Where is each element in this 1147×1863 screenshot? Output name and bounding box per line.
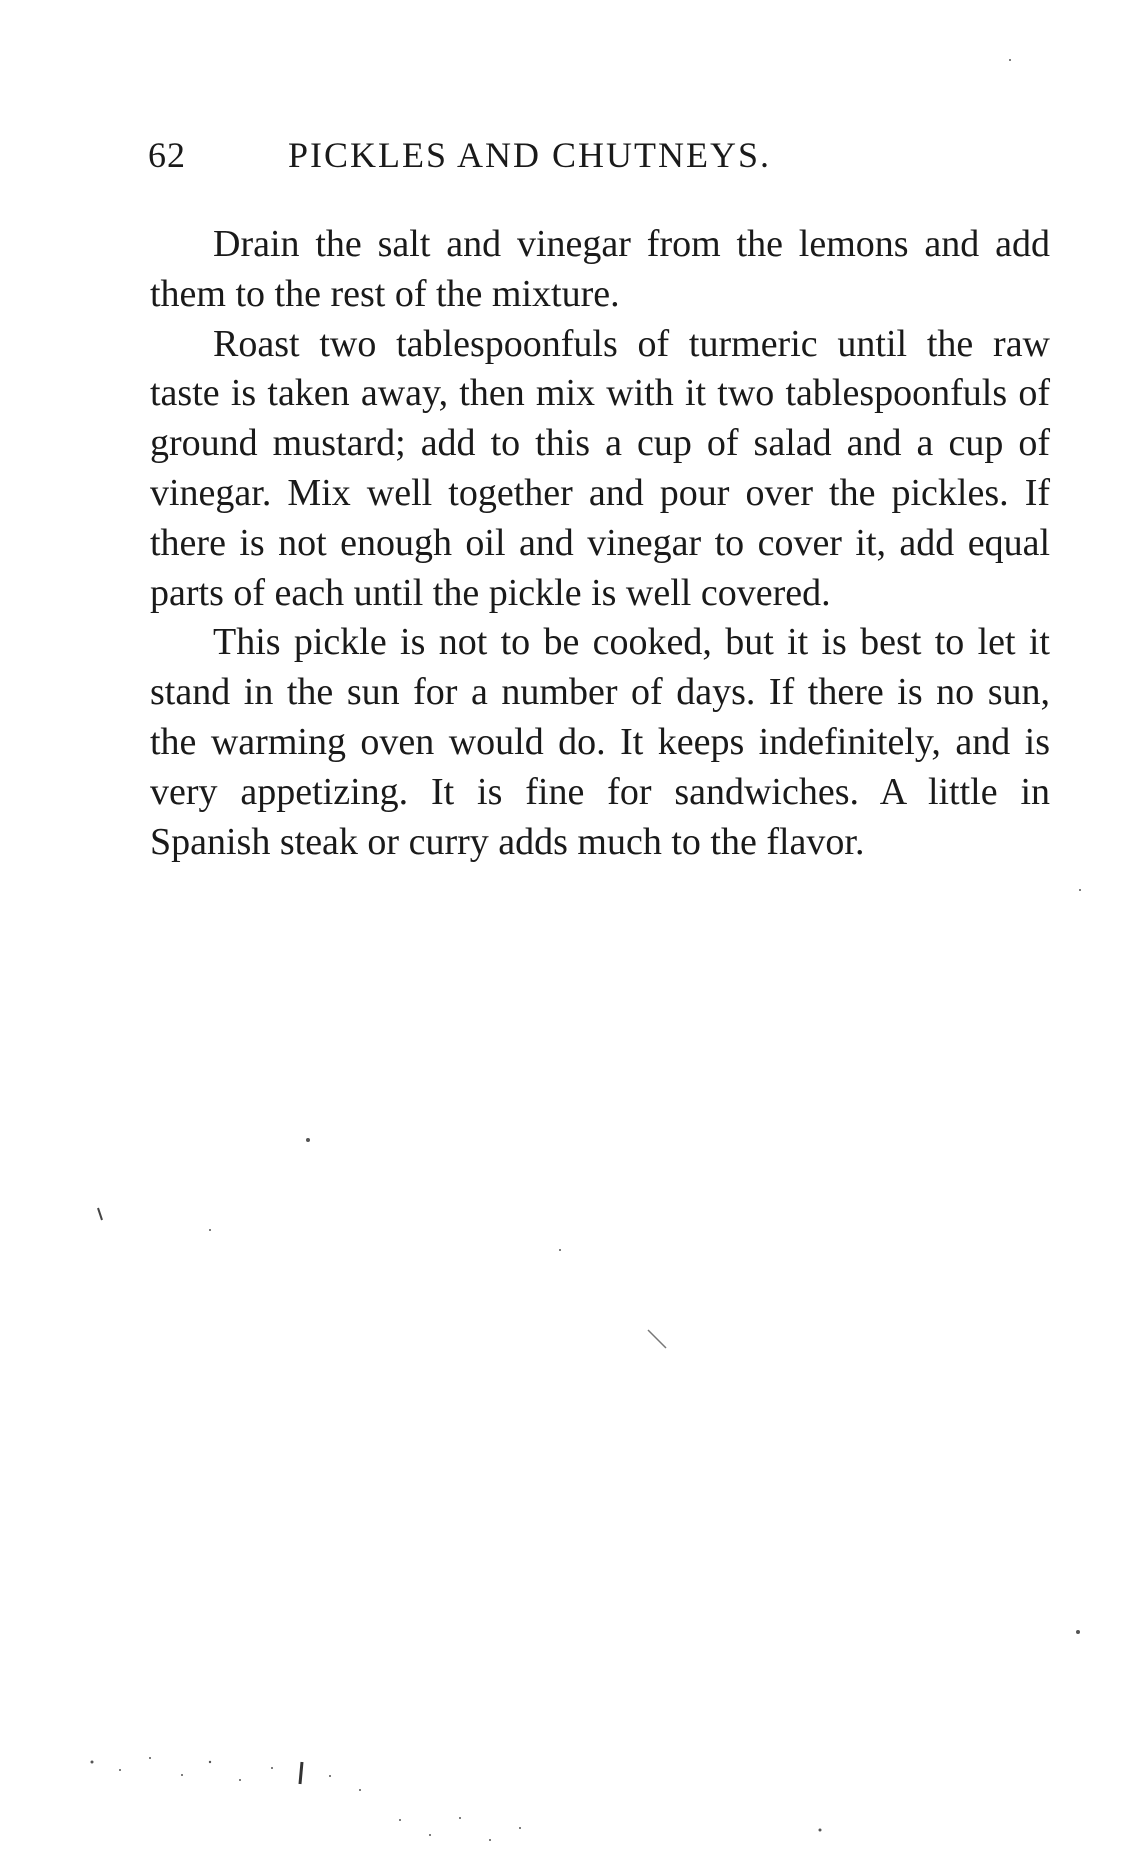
speck <box>239 1779 241 1781</box>
speck <box>98 1208 102 1220</box>
speck <box>1079 889 1081 891</box>
speck <box>429 1834 431 1836</box>
speck <box>359 1789 361 1791</box>
speck <box>489 1839 491 1841</box>
speck <box>119 1769 121 1771</box>
paragraph-drain-lemons: Drain the salt and vinegar from the lemons and add them to the rest of the mixture. <box>150 223 1050 315</box>
speck <box>459 1817 461 1819</box>
speck <box>329 1775 331 1777</box>
paragraph-roast-turmeric: Roast two tablespoonfuls of turmeric until the raw taste is taken away, then mix with it two tablespoonfuls of ground mustard; add to this a cup of salad and a cup of vinegar. Mix well together and pour over the pickles. If there is not enough oil and vinegar to cover it, add equal parts of each until the pickle is well covered. <box>150 322 1050 614</box>
speck <box>306 1138 310 1142</box>
speck <box>91 1761 94 1764</box>
speck <box>819 1829 822 1832</box>
speck <box>149 1757 151 1759</box>
speck <box>181 1774 183 1776</box>
speck <box>648 1330 666 1348</box>
body-text <box>150 220 1050 867</box>
paragraph-not-cooked: This pickle is not to be cooked, but it is best to let it stand in the sun for a number of days. If there is no sun, the warming oven would do. It keeps indefinitely, and is very appetizing. It is fine for sandwiches. A little in Spanish steak or curry adds much to the flavor. <box>150 621 1050 863</box>
running-title: PICKLES AND CHUTNEYS. <box>288 135 772 175</box>
speck <box>559 1249 561 1251</box>
speck <box>519 1827 521 1829</box>
speck <box>209 1761 211 1763</box>
page-header <box>148 130 1048 180</box>
speck <box>1009 59 1011 61</box>
speck <box>1076 1630 1080 1634</box>
speck <box>399 1819 401 1821</box>
speck <box>209 1229 211 1231</box>
speck <box>300 1762 302 1784</box>
page-number: 62 <box>148 135 186 175</box>
speck <box>271 1767 273 1769</box>
